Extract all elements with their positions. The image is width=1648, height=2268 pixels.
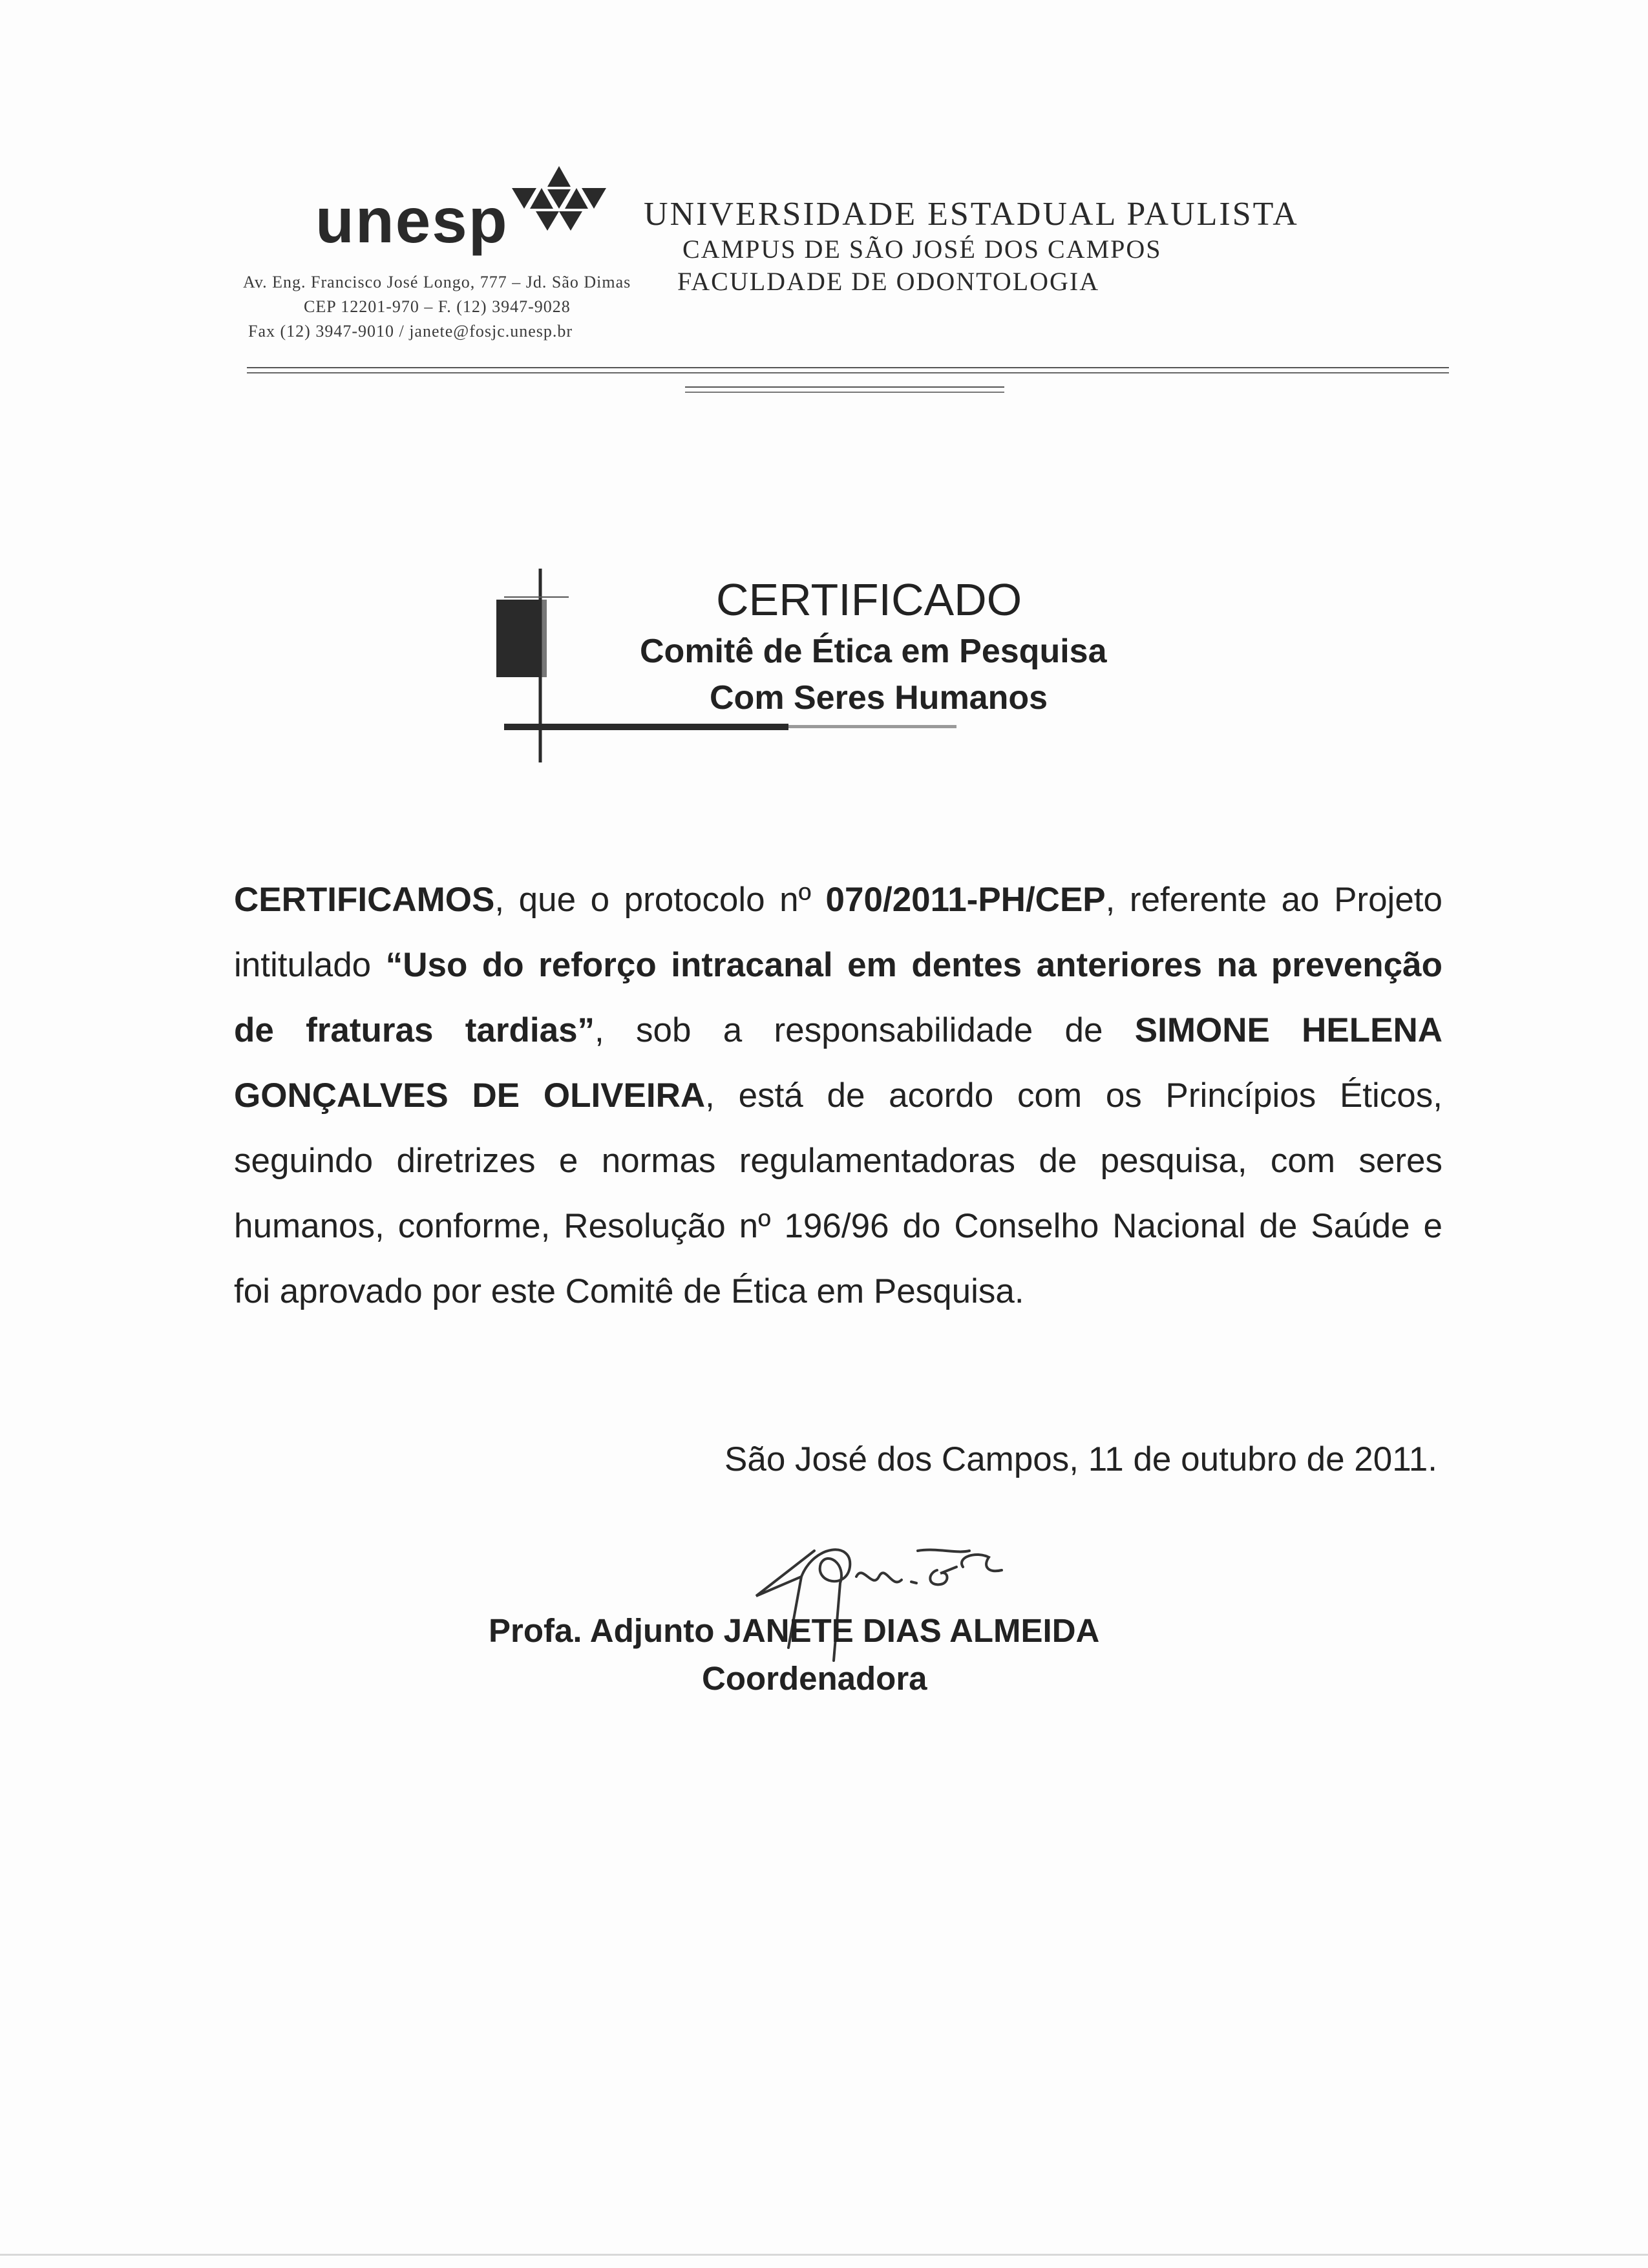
certificate-body xyxy=(234,867,1442,1324)
researcher-name: SIMONE HELENA GONÇALVES DE OLIVEIRA xyxy=(234,1011,1442,1115)
certificate-title: CERTIFICADO xyxy=(716,574,1022,625)
certify-lead: CERTIFICAMOS xyxy=(234,881,495,919)
faculty-name: FACULDADE DE ODONTOLOGIA xyxy=(677,267,1100,296)
body-text-2: , referente ao Projeto intitulado xyxy=(234,881,1442,984)
signatory-role: Coordenadora xyxy=(702,1660,927,1697)
date-line: São José dos Campos, 11 de outubro de 2011. xyxy=(724,1440,1437,1478)
body-text-4: , está de acordo com os Princípios Éticos, seguindo diretrizes e normas regulamentadoras de pesquisa, com seres humanos, conforme, Resolução nº 196/96 do Conselho Nacional de Saúde e foi aprovado por este Comitê de Ética em Pesquisa. xyxy=(234,1076,1442,1310)
address-street: Av. Eng. Francisco José Longo, 777 – Jd. São Dimas xyxy=(243,273,631,291)
address-cep-phone: CEP 12201-970 – F. (12) 3947-9028 xyxy=(304,297,571,316)
scan-edge-line xyxy=(0,2254,1648,2256)
campus-name: CAMPUS DE SÃO JOSÉ DOS CAMPOS xyxy=(682,235,1162,264)
signatory-name: Profa. Adjunto JANETE DIAS ALMEIDA xyxy=(489,1612,1100,1649)
unesp-logo-text: unesp xyxy=(315,185,509,256)
certificate-subtitle-committee: Comitê de Ética em Pesquisa xyxy=(640,633,1107,670)
address-fax-email: Fax (12) 3947-9010 / janete@fosjc.unesp.br xyxy=(248,322,573,341)
protocol-number: 070/2011-PH/CEP xyxy=(825,881,1106,919)
letterhead-divider xyxy=(247,367,1449,373)
certificate-subtitle-humans: Com Seres Humanos xyxy=(710,679,1048,717)
unesp-logo-icon xyxy=(511,165,607,233)
body-text-3: , sob a responsabilidade de xyxy=(595,1011,1135,1049)
institution-name: UNIVERSIDADE ESTADUAL PAULISTA xyxy=(644,196,1299,233)
body-text-1: , que o protocolo nº xyxy=(494,881,826,919)
project-title: “Uso do reforço intracanal em dentes anteriores na prevenção de fraturas tardias” xyxy=(234,946,1443,1049)
letterhead-divider-short xyxy=(685,386,1004,393)
